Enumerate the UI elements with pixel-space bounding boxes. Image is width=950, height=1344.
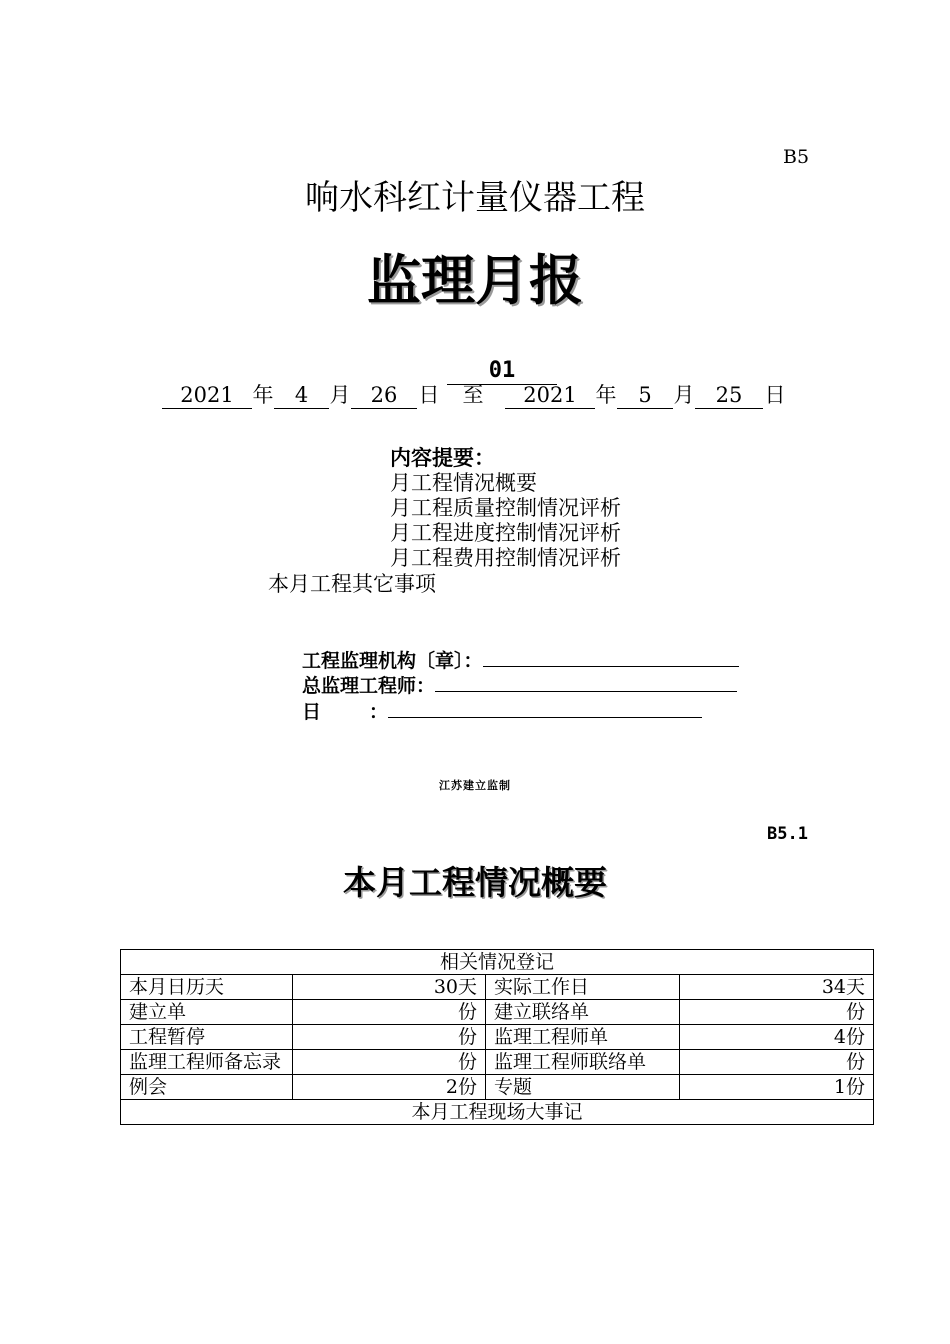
row-label: 监理工程师联络单 xyxy=(486,1050,680,1075)
row-label: 监理工程师单 xyxy=(486,1025,680,1050)
row-value: 份 xyxy=(293,1025,486,1050)
period-to: 至 xyxy=(462,383,484,407)
issuer-name: 江苏建立监制 xyxy=(439,779,511,792)
row-value: 34天 xyxy=(680,975,874,1000)
engineer-signature-line xyxy=(435,673,737,692)
day-char: 日 xyxy=(764,383,786,407)
month-char: 月 xyxy=(329,383,351,407)
org-label: 工程监理机构〔章〕： xyxy=(302,650,483,672)
section-title: 本月工程情况概要 xyxy=(343,863,607,902)
row-value: 份 xyxy=(680,1000,874,1025)
engineer-label: 总监理工程师： xyxy=(302,675,436,697)
end-day: 25 xyxy=(695,382,763,409)
table-row xyxy=(121,1025,874,1050)
row-value: 份 xyxy=(293,1050,486,1075)
contents-heading: 内容提要： xyxy=(390,446,495,470)
signature-org xyxy=(302,648,739,674)
project-name: 响水科红计量仪器工程 xyxy=(305,178,645,218)
row-label: 建立联络单 xyxy=(486,1000,680,1025)
form-code: B5 xyxy=(783,146,810,168)
contents-summary xyxy=(390,446,621,571)
registration-table xyxy=(120,949,874,1125)
row-value: 30天 xyxy=(293,975,486,1000)
row-value: 1份 xyxy=(680,1075,874,1100)
row-label: 例会 xyxy=(121,1075,293,1100)
org-signature-line xyxy=(483,648,739,667)
contents-item: 本月工程其它事项 xyxy=(268,572,436,596)
contents-item: 月工程情况概要 xyxy=(390,471,537,495)
contents-item: 月工程进度控制情况评析 xyxy=(390,521,621,545)
row-value: 2份 xyxy=(293,1075,486,1100)
signature-engineer xyxy=(302,673,737,699)
table-row xyxy=(121,1050,874,1075)
row-label: 实际工作日 xyxy=(486,975,680,1000)
start-day: 26 xyxy=(351,382,417,409)
issue-number: 01 xyxy=(447,358,557,385)
table-row xyxy=(121,1075,874,1100)
row-label: 本月日历天 xyxy=(121,975,293,1000)
year-char: 年 xyxy=(595,383,617,407)
date-signature-line xyxy=(388,699,702,718)
row-label: 专题 xyxy=(486,1075,680,1100)
table-row xyxy=(121,1000,874,1025)
table-header: 相关情况登记 xyxy=(121,950,874,975)
table-header-row xyxy=(121,950,874,975)
table-footer-row xyxy=(121,1100,874,1125)
day-char: 日 xyxy=(418,383,440,407)
row-value: 份 xyxy=(680,1050,874,1075)
row-label: 监理工程师备忘录 xyxy=(121,1050,293,1075)
table-row xyxy=(121,975,874,1000)
row-label: 建立单 xyxy=(121,1000,293,1025)
table-footer: 本月工程现场大事记 xyxy=(121,1100,874,1125)
date-colon: ： xyxy=(369,701,389,723)
date-label: 日 xyxy=(302,701,322,723)
year-char: 年 xyxy=(252,383,274,407)
report-title: 监理月报 xyxy=(367,249,583,312)
start-month: 4 xyxy=(274,382,329,409)
row-value: 份 xyxy=(293,1000,486,1025)
month-char: 月 xyxy=(673,383,695,407)
end-month: 5 xyxy=(617,382,673,409)
section-form-code: B5.1 xyxy=(767,824,808,844)
contents-item: 月工程质量控制情况评析 xyxy=(390,496,621,520)
row-label: 工程暂停 xyxy=(121,1025,293,1050)
end-year: 2021 xyxy=(505,382,595,409)
contents-item: 月工程费用控制情况评析 xyxy=(390,546,621,570)
report-period xyxy=(162,382,787,409)
signature-date xyxy=(302,699,702,725)
start-year: 2021 xyxy=(162,382,252,409)
row-value: 4份 xyxy=(680,1025,874,1050)
